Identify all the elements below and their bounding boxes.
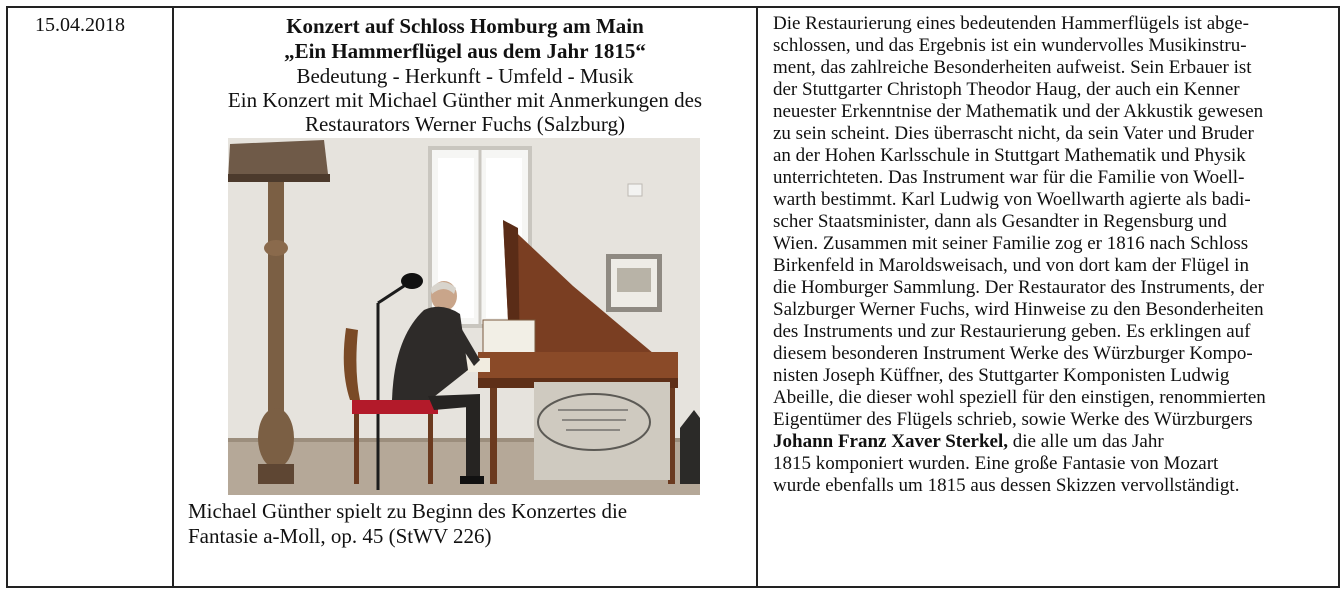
description-line: diesem besonderen Instrument Werke des Würzburger Kompo- xyxy=(773,343,1253,364)
concert-title: Konzert auf Schloss Homburg am Main xyxy=(286,14,644,38)
composer-name-bold: Johann Franz Xaver Sterkel, xyxy=(773,431,1009,452)
date-cell xyxy=(7,7,173,587)
concert-date: 15.04.2018 xyxy=(35,14,125,36)
description-line: nisten Joseph Küffner, des Stuttgarter Komponisten Ludwig xyxy=(773,365,1230,386)
photo-caption xyxy=(174,495,756,549)
performer-line-1: Ein Konzert mit Michael Günther mit Anmerkungen des xyxy=(227,88,703,112)
description-line: schlossen, und das Ergebnis ist ein wundervolles Musikinstru- xyxy=(773,35,1247,56)
description-line: zu sein scheint. Dies überrascht nicht, da sein Vater und Bruder xyxy=(773,123,1254,144)
description-line: Wien. Zusammen mit seiner Familie zog er 1816 nach Schloss xyxy=(773,233,1249,254)
description-line: neuester Erkenntnise der Mathematik und der Akkustik gewesen xyxy=(773,101,1264,122)
description-line: Birkenfeld in Maroldsweisach, und von dort kam der Flügel in xyxy=(773,255,1249,276)
description-line: an der Hohen Karlsschule in Stuttgart Mathematik und Physik xyxy=(773,145,1246,166)
caption-line-2: Fantasie a-Moll, op. 45 (StWV 226) xyxy=(188,524,492,548)
performer-line-2: Restaurators Werner Fuchs (Salzburg) xyxy=(304,112,626,136)
photo-illustration xyxy=(228,138,700,495)
description-line: die Homburger Sammlung. Der Restaurator des Instruments, der xyxy=(773,277,1264,298)
description-line: scher Staatsminister, dann als Gesandter in Regensburg und xyxy=(773,211,1227,232)
concert-subtitle-bold: „Ein Hammerflügel aus dem Jahr 1815“ xyxy=(284,39,646,63)
description-line: Die Restaurierung eines bedeutenden Hammerflügels ist abge- xyxy=(773,13,1249,34)
description-line: des Instruments und zur Restaurierung geben. Es erklingen auf xyxy=(773,321,1251,342)
concert-entry-table xyxy=(6,6,1340,588)
caption-line-1: Michael Günther spielt zu Beginn des Konzertes die xyxy=(188,499,628,523)
description-line: Abeille, die dieser wohl speziell für den einstigen, renommierten xyxy=(773,387,1266,408)
description-line: unterrichteten. Das Instrument war für die Familie von Woell- xyxy=(773,167,1245,188)
concert-topics: Bedeutung - Herkunft - Umfeld - Musik xyxy=(296,64,634,88)
program-cell xyxy=(173,7,757,587)
description-line: ment, das zahlreiche Besonderheiten aufweist. Sein Erbauer ist xyxy=(773,57,1252,78)
description-line-bold-row xyxy=(773,431,1332,453)
concert-entry-row xyxy=(7,7,1339,587)
description-line: 1815 komponiert wurden. Eine große Fantasie von Mozart xyxy=(773,453,1219,474)
description-line-rest: die alle um das Jahr xyxy=(1008,431,1164,452)
description-text xyxy=(758,8,1338,497)
description-line: der Stuttgarter Christoph Theodor Haug, der auch ein Kenner xyxy=(773,79,1240,100)
description-line: wurde ebenfalls um 1815 aus dessen Skizzen vervollständigt. xyxy=(773,475,1240,496)
description-cell xyxy=(757,7,1339,587)
description-line: warth bestimmt. Karl Ludwig von Woellwarth agierte als badi- xyxy=(773,189,1251,210)
description-line: Salzburger Werner Fuchs, wird Hinweise zu den Besonderheiten xyxy=(773,299,1264,320)
description-line: Eigentümer des Flügels schrieb, sowie Werke des Würzburgers xyxy=(773,409,1253,430)
concert-photo xyxy=(228,138,700,495)
